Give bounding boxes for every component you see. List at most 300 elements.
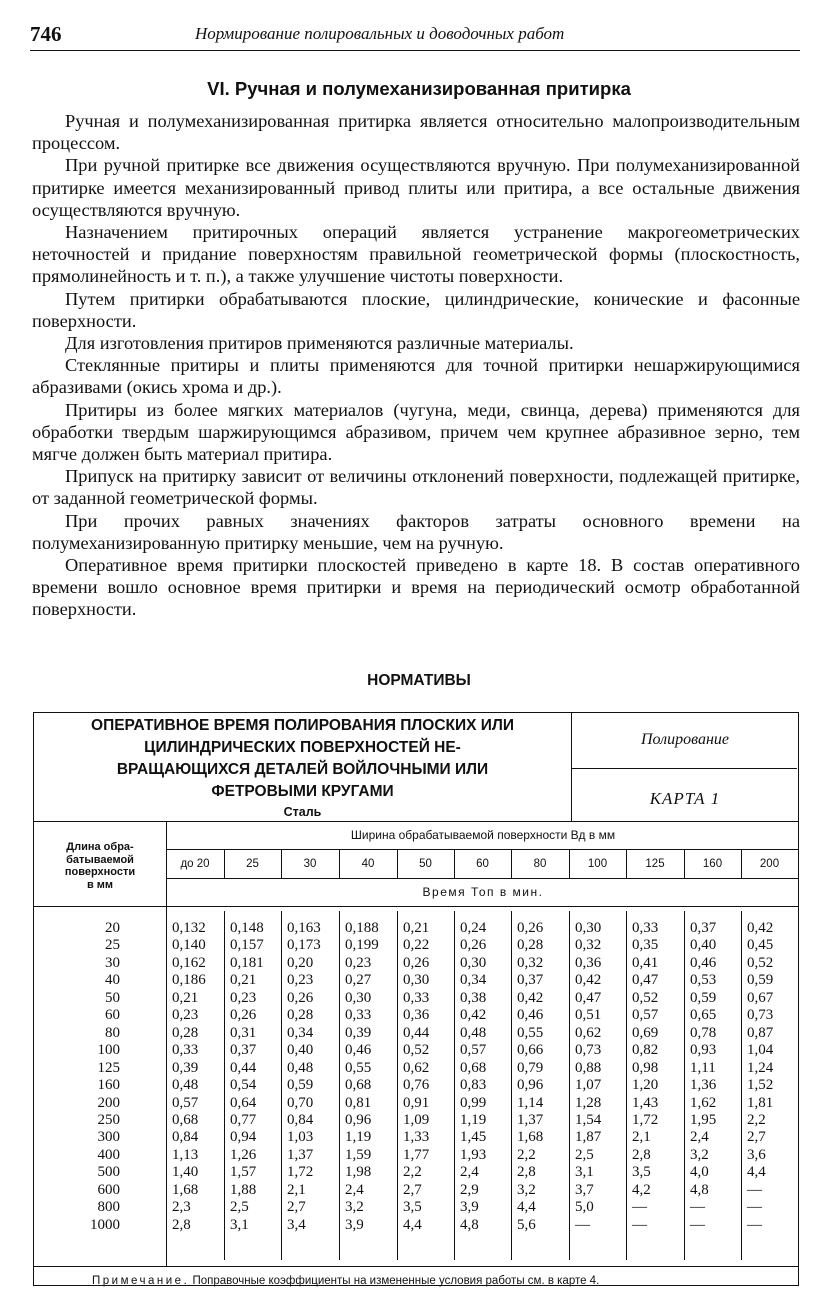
value-cell: 0,79 [517, 1059, 544, 1076]
paragraph: При прочих равных значениях факторов затраты основного времени на полумеханизированную притирку меньшие, чем на ручную. [32, 510, 800, 553]
value-cell: 4,4 [747, 1164, 766, 1181]
value-cell: 0,39 [345, 1024, 372, 1041]
length-cell: 20 [105, 920, 120, 936]
value-cell: 3,1 [575, 1164, 594, 1181]
value-cell: 0,40 [287, 1042, 314, 1059]
value-cell: 0,54 [230, 1077, 257, 1094]
value-cell: 0,59 [690, 989, 717, 1006]
value-cell: 4,2 [632, 1181, 651, 1198]
value-cell: 0,47 [575, 989, 602, 1006]
value-cell: 1,87 [575, 1129, 602, 1146]
value-cell: 0,45 [747, 937, 774, 954]
length-cell: 25 [105, 937, 120, 954]
value-cell: 1,77 [403, 1146, 430, 1163]
value-cell: — [575, 1216, 590, 1233]
value-cell: 0,73 [747, 1007, 774, 1024]
value-cell: 1,88 [230, 1181, 257, 1198]
value-cell: 0,62 [575, 1024, 602, 1041]
value-cell: 0,46 [690, 954, 717, 971]
paragraph: Для изготовления притиров применяются различные материалы. [65, 333, 574, 354]
value-cell: 2,1 [632, 1129, 651, 1146]
length-cell: 60 [105, 1007, 120, 1024]
value-cell: 1,13 [172, 1146, 199, 1163]
value-cell: 0,68 [172, 1111, 199, 1128]
value-cell: 0,20 [287, 954, 314, 971]
value-cell: 1,19 [460, 1111, 487, 1128]
length-cell: 100 [97, 1042, 120, 1059]
value-cell: 3,7 [575, 1181, 594, 1198]
value-cell: — [747, 1199, 762, 1216]
value-cell: 0,33 [632, 920, 659, 936]
value-cell: 0,181 [230, 954, 264, 971]
value-cell: 0,91 [403, 1094, 430, 1111]
value-column [517, 920, 543, 1234]
value-cell: 0,78 [690, 1024, 717, 1041]
value-cell: 0,23 [230, 989, 257, 1006]
value-cell: 1,93 [460, 1146, 487, 1163]
value-cell: 3,5 [632, 1164, 651, 1181]
value-cell: 0,65 [690, 1007, 717, 1024]
width-column-header: 160 [702, 858, 723, 870]
value-cell: 0,68 [460, 1059, 487, 1076]
value-cell: 0,42 [747, 920, 774, 936]
value-cell: 0,35 [632, 937, 659, 954]
paragraph: Оперативное время притирки плоскостей приведено в карте 18. В состав оперативного времени вошло основное время притирки и время на периодический осмотр обработанной поверхности. [32, 555, 800, 620]
value-cell: 0,23 [172, 1007, 199, 1024]
card-material: Сталь [283, 805, 322, 819]
value-cell: 0,26 [460, 937, 487, 954]
length-cell: 250 [97, 1111, 120, 1128]
value-cell: 0,28 [517, 937, 544, 954]
column-divider [741, 911, 742, 1260]
value-cell: 1,09 [403, 1111, 430, 1128]
value-cell: 1,37 [517, 1111, 544, 1128]
value-column [345, 920, 379, 1234]
value-cell: 1,37 [287, 1146, 314, 1163]
header-divider [34, 906, 798, 907]
value-cell: 0,26 [230, 1007, 257, 1024]
value-cell: 0,24 [460, 920, 487, 936]
value-cell: 0,34 [460, 972, 487, 989]
page-number: 746 [30, 22, 62, 46]
length-cell: 400 [97, 1146, 120, 1163]
card-title [34, 715, 571, 803]
operation-label: Полирование [640, 731, 729, 748]
value-cell: 0,30 [460, 954, 487, 971]
value-cell: 0,199 [345, 937, 379, 954]
column-divider [626, 849, 627, 878]
value-cell: 0,68 [345, 1077, 372, 1094]
value-cell: 2,5 [230, 1199, 249, 1216]
value-cell: 0,59 [287, 1077, 314, 1094]
value-cell: 1,43 [632, 1094, 659, 1111]
value-cell: 0,82 [632, 1042, 659, 1059]
value-cell: 3,2 [690, 1146, 709, 1163]
value-column [172, 920, 206, 1234]
value-cell: 1,98 [345, 1164, 372, 1181]
paragraph: При ручной притирке все движения осуществляются вручную. При полумеханизированной притирке имеется механизированный привод плиты или притира, а все остальные движения осуществляются вручную. [32, 155, 800, 220]
width-column-header: до 20 [180, 858, 210, 870]
header-divider [166, 878, 798, 879]
length-column [34, 920, 120, 1234]
value-cell: 3,6 [747, 1146, 766, 1163]
value-cell: 0,31 [230, 1024, 257, 1041]
value-cell: 0,84 [287, 1111, 314, 1128]
column-divider [684, 911, 685, 1260]
value-cell: 0,163 [287, 920, 321, 936]
width-column-header: 80 [533, 858, 547, 870]
normatives-title: НОРМАТИВЫ [367, 672, 471, 689]
value-cell: 2,8 [632, 1146, 651, 1163]
value-column [747, 920, 773, 1234]
value-cell: 1,03 [287, 1129, 314, 1146]
title-divider [571, 768, 797, 769]
value-cell: 1,62 [690, 1094, 717, 1111]
value-cell: 1,52 [747, 1077, 774, 1094]
value-cell: 0,53 [690, 972, 717, 989]
value-cell: 0,57 [460, 1042, 487, 1059]
column-divider [397, 849, 398, 878]
page-header [30, 18, 800, 51]
length-cell: 200 [97, 1094, 120, 1111]
card-title-line: ФЕТРОВЫМИ КРУГАМИ [211, 783, 394, 800]
value-cell: 0,39 [172, 1059, 199, 1076]
width-column-header: 40 [361, 858, 375, 870]
paragraph: Назначением притирочных операций является устранение макрогеометрических неточностей и придание поверхностям правильной геометрической формы (плоскостность, прямолинейность и т. п.), а также улучшение чистоты поверхности. [32, 222, 800, 287]
value-cell: 1,68 [517, 1129, 544, 1146]
value-cell: 2,8 [172, 1216, 191, 1233]
value-cell: 1,07 [575, 1077, 602, 1094]
value-cell: 0,46 [517, 1007, 544, 1024]
value-cell: 0,140 [172, 937, 206, 954]
value-cell: 1,26 [230, 1146, 257, 1163]
value-cell: 0,88 [575, 1059, 602, 1076]
paragraph: Притиры из более мягких материалов (чугуна, меди, свинца, дерева) применяются для обработки твердым шаржирующимся абразивом, причем чем крупнее абразивное зерно, тем мягче должен быть материал притира. [32, 399, 800, 465]
value-column [230, 920, 264, 1234]
length-header-line: Длина обра- [66, 841, 134, 853]
header-divider [34, 821, 798, 822]
value-cell: 1,72 [287, 1164, 314, 1181]
body-text [32, 110, 800, 621]
value-cell: 0,173 [287, 937, 321, 954]
value-cell: 1,11 [690, 1059, 716, 1076]
value-cell: — [747, 1216, 762, 1233]
card-title-line: ЦИЛИНДРИЧЕСКИХ ПОВЕРХНОСТЕЙ НЕ- [144, 739, 461, 756]
width-column-header: 50 [419, 858, 432, 870]
paragraph: Стеклянные притиры и плиты применяются для точной притирки нешаржирующимися абразивами (окись хрома и др.). [32, 355, 800, 398]
value-cell: 1,20 [632, 1077, 659, 1094]
value-cell: 0,23 [345, 954, 372, 971]
length-cell: 40 [105, 972, 120, 989]
value-cell: 0,21 [172, 989, 199, 1006]
value-cell: 2,9 [460, 1181, 479, 1198]
column-divider [281, 911, 282, 1260]
length-cell: 600 [97, 1181, 120, 1198]
value-cell: 0,67 [747, 989, 774, 1006]
value-cell: 2,4 [345, 1181, 364, 1198]
width-column-header: 100 [587, 858, 608, 870]
value-cell: 0,38 [460, 989, 487, 1006]
card-title-line: ВРАЩАЮЩИХСЯ ДЕТАЛЕЙ ВОЙЛОЧНЫМИ ИЛИ [116, 761, 489, 778]
width-column-header: 200 [759, 858, 780, 870]
card-number: КАРТА 1 [649, 789, 721, 808]
value-cell: 0,59 [747, 972, 774, 989]
width-column-header: 125 [645, 858, 665, 870]
running-title: Нормирование полировальных и доводочных работ [195, 24, 565, 43]
value-cell: 0,33 [172, 1042, 199, 1059]
column-divider [224, 849, 225, 878]
value-cell: 0,42 [575, 972, 602, 989]
column-divider [741, 849, 742, 878]
value-cell: 0,48 [460, 1024, 487, 1041]
length-cell: 50 [105, 989, 120, 1006]
value-cell: 0,41 [632, 954, 659, 971]
column-divider [569, 849, 570, 878]
column-divider [511, 849, 512, 878]
value-cell: 0,30 [575, 920, 602, 936]
value-cell: 1,59 [345, 1146, 372, 1163]
value-cell: 0,98 [632, 1059, 659, 1076]
value-cell: 0,70 [287, 1094, 314, 1111]
value-cell: 1,57 [230, 1164, 257, 1181]
note-divider [34, 1266, 798, 1267]
value-cell: 0,33 [345, 1007, 372, 1024]
paragraph: Припуск на притирку зависит от величины отклонений поверхности, подлежащей притирке, от заданной геометрической формы. [32, 466, 800, 509]
value-cell: 4,4 [403, 1216, 422, 1233]
length-cell: 160 [97, 1077, 120, 1094]
title-divider [571, 713, 572, 821]
value-cell: 0,83 [460, 1077, 487, 1094]
value-cell: 3,1 [230, 1216, 249, 1233]
value-cell: — [632, 1199, 647, 1216]
value-column [287, 920, 321, 1234]
value-cell: 0,28 [287, 1007, 314, 1024]
value-cell: 4,8 [460, 1216, 479, 1233]
value-cell: 0,188 [345, 920, 379, 936]
value-cell: 0,132 [172, 920, 206, 936]
value-cell: 0,55 [345, 1059, 372, 1076]
value-cell: 3,9 [460, 1199, 479, 1216]
column-divider [224, 911, 225, 1260]
length-header-line: батываемой [66, 853, 134, 866]
value-cell: 4,4 [517, 1199, 536, 1216]
value-cell: 0,44 [403, 1024, 430, 1041]
length-cell: 800 [97, 1199, 120, 1216]
value-cell: 2,3 [172, 1199, 191, 1216]
value-cell: 0,42 [460, 1007, 487, 1024]
value-cell: 1,28 [575, 1094, 602, 1111]
value-cell: 0,33 [403, 989, 430, 1006]
value-cell: 4,0 [690, 1164, 709, 1181]
length-header-line: в мм [86, 878, 114, 891]
value-cell: 0,96 [517, 1077, 544, 1094]
value-cell: 0,37 [517, 972, 544, 989]
time-header: Время Топ в мин. [422, 885, 544, 899]
value-cell: 4,8 [690, 1181, 709, 1198]
value-cell: 3,2 [345, 1199, 364, 1216]
value-cell: 0,93 [690, 1042, 717, 1059]
value-cell: 1,04 [747, 1042, 774, 1059]
value-column [690, 920, 716, 1234]
value-cell: 2,7 [747, 1129, 766, 1146]
column-divider [454, 849, 455, 878]
value-cell: 2,2 [747, 1111, 766, 1128]
value-cell: 1,40 [172, 1164, 199, 1181]
value-cell: 0,55 [517, 1024, 544, 1041]
value-cell: 3,4 [287, 1216, 306, 1233]
value-cell: 1,45 [460, 1129, 487, 1146]
value-cell: 1,14 [517, 1094, 544, 1111]
value-cell: 5,0 [575, 1199, 594, 1216]
value-cell: 0,30 [345, 989, 372, 1006]
value-cell: 0,44 [230, 1059, 257, 1076]
value-cell: 0,48 [172, 1077, 199, 1094]
value-cell: 1,19 [345, 1129, 372, 1146]
value-cell: 0,27 [345, 972, 372, 989]
header-divider [166, 849, 798, 850]
value-cell: 0,94 [230, 1129, 257, 1146]
value-cell: 0,23 [287, 972, 314, 989]
value-cell: 0,26 [403, 954, 430, 971]
card-note [92, 1275, 599, 1287]
value-cell: 0,26 [517, 920, 544, 936]
value-cell: 0,37 [690, 920, 717, 936]
value-cell: 1,36 [690, 1077, 717, 1094]
value-cell: 0,21 [230, 972, 257, 989]
column-divider [454, 911, 455, 1260]
column-divider [511, 911, 512, 1260]
value-cell: 0,52 [403, 1042, 430, 1059]
value-cell: — [632, 1216, 647, 1233]
value-cell: 1,81 [747, 1094, 774, 1111]
paragraph: Путем притирки обрабатываются плоские, цилиндрические, конические и фасонные поверхности. [32, 288, 800, 331]
value-cell: 1,33 [403, 1129, 430, 1146]
value-cell: 0,69 [632, 1024, 659, 1041]
column-divider [569, 911, 570, 1260]
value-cell: 2,4 [690, 1129, 709, 1146]
value-column [575, 920, 601, 1234]
section-title: VI. Ручная и полумеханизированная притирка [207, 78, 631, 99]
value-cell: 0,64 [230, 1094, 257, 1111]
card-title-line: ОПЕРАТИВНОЕ ВРЕМЯ ПОЛИРОВАНИЯ ПЛОСКИХ ИЛИ [91, 717, 514, 734]
value-cell: 0,32 [575, 937, 602, 954]
value-cell: 0,66 [517, 1042, 544, 1059]
value-cell: 1,72 [632, 1111, 659, 1128]
note-text: Поправочные коэффициенты на измененные условия работы см. в карте 4. [192, 1275, 600, 1287]
value-cell: 0,77 [230, 1111, 257, 1128]
value-cell: 0,28 [172, 1024, 199, 1041]
value-cell: 2,1 [287, 1181, 306, 1198]
value-cell: 0,48 [287, 1059, 314, 1076]
length-header [34, 841, 166, 891]
length-cell: 300 [97, 1129, 120, 1146]
paragraph: Ручная и полумеханизированная притирка является относительно малопроизводительным процессом. [32, 111, 800, 154]
value-cell: — [690, 1216, 705, 1233]
value-cell: 2,2 [403, 1164, 422, 1181]
value-cell: 1,24 [747, 1059, 774, 1076]
value-cell: — [747, 1181, 762, 1198]
value-cell: 0,62 [403, 1059, 430, 1076]
value-cell: 0,46 [345, 1042, 372, 1059]
value-cell: 3,5 [403, 1199, 422, 1216]
note-label: Примечание. [92, 1275, 190, 1287]
value-cell: 0,26 [287, 989, 314, 1006]
column-divider [281, 849, 282, 878]
value-cell: 0,96 [345, 1111, 372, 1128]
value-cell: 3,9 [345, 1216, 364, 1233]
column-divider [339, 911, 340, 1260]
value-cell: — [690, 1199, 705, 1216]
value-cell: 0,99 [460, 1094, 487, 1111]
value-cell: 0,21 [403, 920, 430, 936]
column-divider [397, 911, 398, 1260]
value-cell: 0,22 [403, 937, 430, 954]
width-column-header: 25 [246, 858, 259, 870]
length-cell: 125 [97, 1059, 120, 1076]
length-cell: 500 [97, 1164, 120, 1181]
value-cell: 0,148 [230, 920, 264, 936]
value-cell: 0,34 [287, 1024, 314, 1041]
value-cell: 2,5 [575, 1146, 594, 1163]
value-cell: 0,36 [403, 1007, 430, 1024]
value-cell: 0,57 [632, 1007, 659, 1024]
value-cell: 0,32 [517, 954, 544, 971]
value-cell: 2,8 [517, 1164, 536, 1181]
value-cell: 2,7 [287, 1199, 306, 1216]
length-cell: 1000 [90, 1216, 120, 1233]
value-cell: 1,95 [690, 1111, 717, 1128]
value-column [632, 920, 658, 1234]
value-cell: 1,68 [172, 1181, 199, 1198]
value-cell: 0,42 [517, 989, 544, 1006]
value-cell: 0,40 [690, 937, 717, 954]
value-column [460, 920, 486, 1234]
width-header: Ширина обрабатываемой поверхности Вд в мм [350, 828, 616, 842]
value-cell: 0,81 [345, 1094, 372, 1111]
length-header-line: поверхности [64, 866, 136, 878]
value-cell: 0,36 [575, 954, 602, 971]
width-column-header: 60 [476, 858, 489, 870]
value-cell: 0,87 [747, 1024, 774, 1041]
value-cell: 2,7 [403, 1181, 422, 1198]
norm-card [33, 712, 799, 1286]
value-column [403, 920, 429, 1234]
value-cell: 0,76 [403, 1077, 430, 1094]
value-cell: 0,52 [747, 954, 774, 971]
value-cell: 0,162 [172, 954, 206, 971]
column-divider [339, 849, 340, 878]
value-cell: 0,57 [172, 1094, 199, 1111]
value-cell: 3,2 [517, 1181, 536, 1198]
value-cell: 0,37 [230, 1042, 257, 1059]
value-cell: 0,73 [575, 1042, 602, 1059]
width-column-header: 30 [303, 858, 317, 870]
length-cell: 30 [105, 954, 120, 971]
value-cell: 0,30 [403, 972, 430, 989]
length-cell: 80 [105, 1024, 120, 1041]
value-cell: 0,186 [172, 972, 206, 989]
value-cell: 0,52 [632, 989, 659, 1006]
value-cell: 5,6 [517, 1216, 536, 1233]
value-cell: 0,157 [230, 937, 264, 954]
column-divider [626, 911, 627, 1260]
value-cell: 0,84 [172, 1129, 199, 1146]
value-cell: 0,51 [575, 1007, 602, 1024]
column-divider [684, 849, 685, 878]
value-cell: 1,54 [575, 1111, 602, 1128]
value-cell: 2,4 [460, 1164, 479, 1181]
value-cell: 2,2 [517, 1146, 536, 1163]
